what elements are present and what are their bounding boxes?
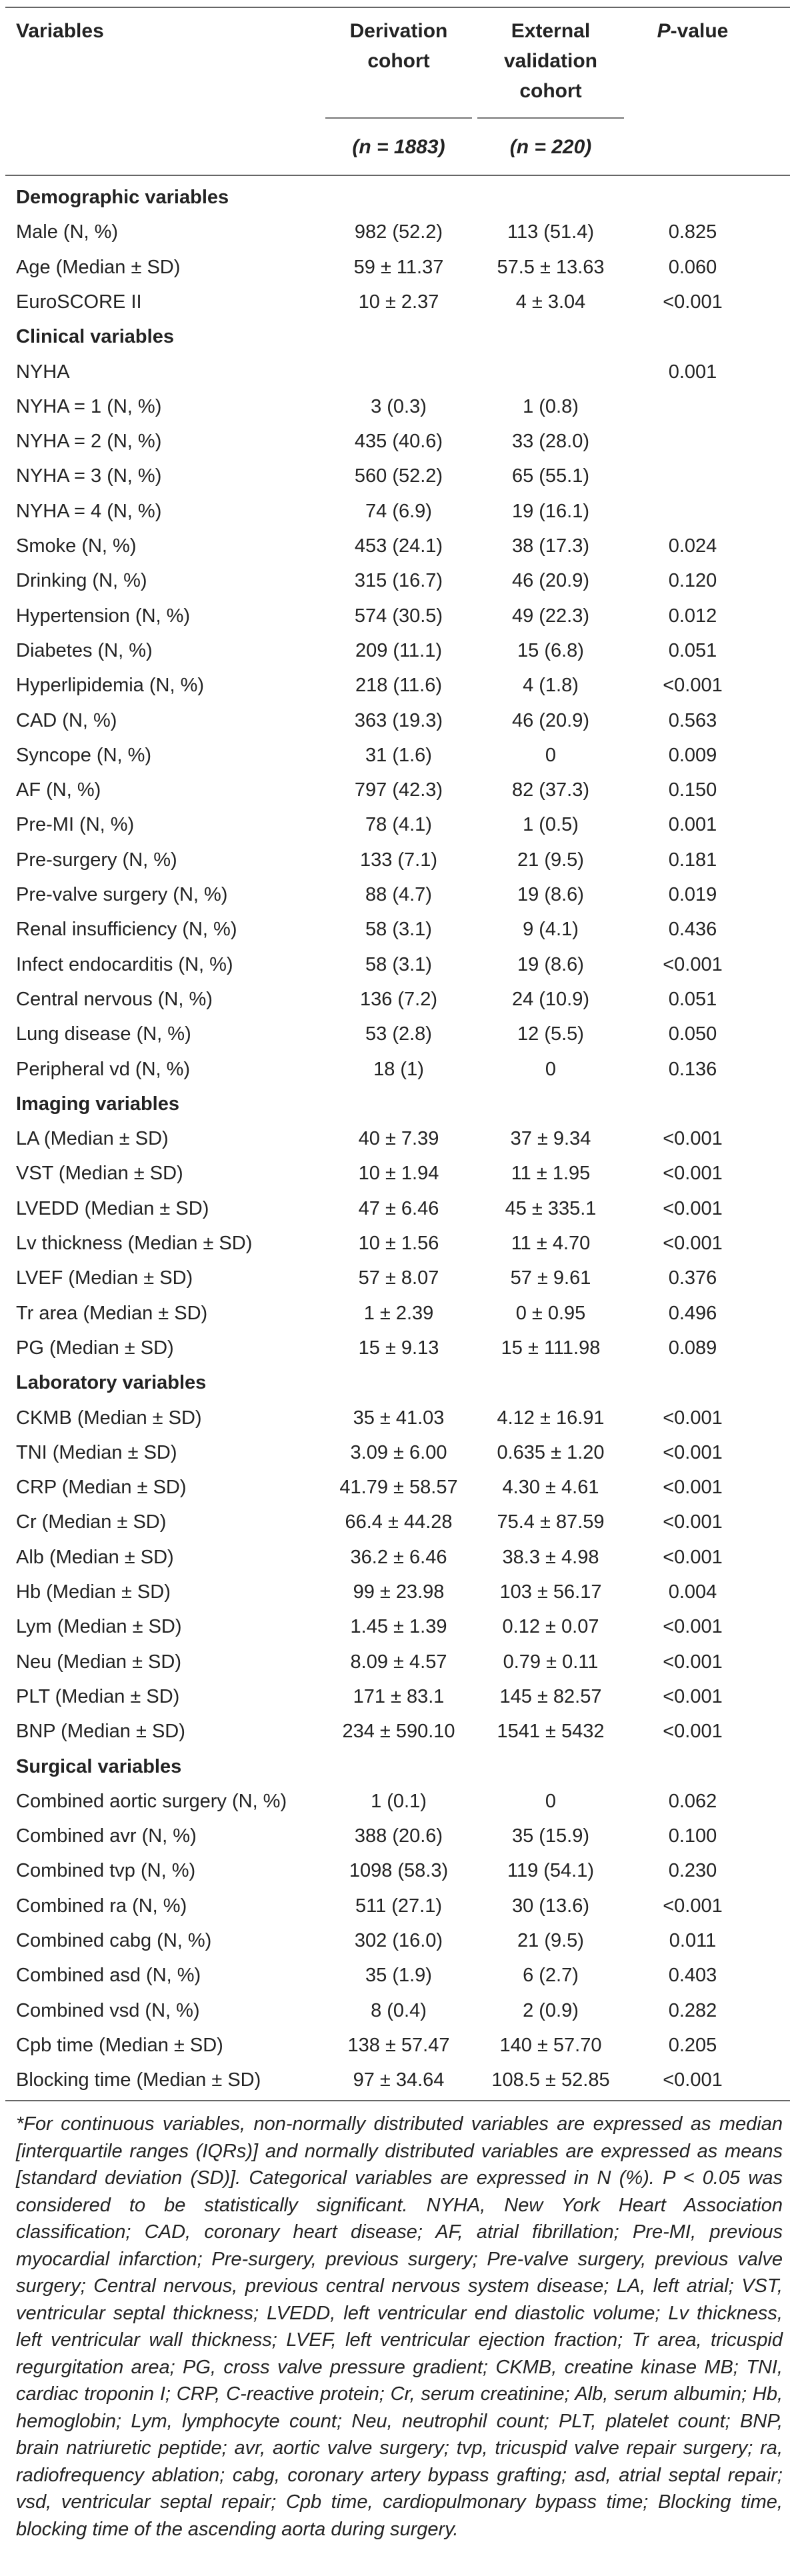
variable-label: Pre-surgery (N, %) <box>16 849 177 871</box>
table-row <box>0 1540 800 1575</box>
table-footnote: *For continuous variables, non-normally distributed variables are expressed as median [interquartile ranges (IQRs)] and normally distributed variables are expressed as means [standard deviation (SD)]. Categorical variables are expressed in N (%). P < 0.05 was considered to be statistically significant. NYHA, New York Heart Association classification; CAD, coronary heart disease; AF, atrial fibrillation; Pre-MI, previous myocardial infarction; Pre-surgery, previous surgery; Pre-valve surgery, previous valve surgery; Central nervous, previous central nervous system disease; LA, left atrial; VST, ventricular septal thickness; LVEDD, left ventricular end diastolic volume; Lv thickness, left ventricular wall thickness; LVEF, left ventricular ejection fraction; Tr area, tricuspid regurgitation area; PG, cross valve pressure gradient; CKMB, creatine kinase MB; TNI, cardiac troponin I; CRP, C-reactive protein; Cr, serum creatinine; Alb, serum albumin; Hb, hemoglobin; Lym, lymphocyte count; Neu, neutrophil count; PLT, platelet count; BNP, brain natriuretic peptide; avr, aortic valve surgery; tvp, tricuspid valve repair surgery; ra, radiofrequency ablation; cabg, coronary artery bypass grafting; asd, atrial septal repair; vsd, ventricular septal repair; Cpb time, cardiopulmonary bypass time; Blocking time, blocking time of the ascending aorta during surgery. <box>16 2113 783 2540</box>
derivation-value: 453 (24.1) <box>354 535 443 557</box>
p-value: <0.001 <box>663 1685 723 1707</box>
derivation-value <box>325 355 472 389</box>
table-row <box>0 1470 800 1505</box>
p-value: 0.001 <box>668 814 717 836</box>
variable-label: Hypertension (N, %) <box>16 605 191 627</box>
external-value: 75.4 ± 87.59 <box>497 1511 605 1533</box>
derivation-value: 59 ± 11.37 <box>353 256 444 278</box>
external-value: 21 (9.5) <box>517 1930 584 1951</box>
table-row <box>0 947 800 982</box>
p-value: 0.120 <box>668 570 717 592</box>
table-row <box>0 912 800 947</box>
variable-label: PG (Median ± SD) <box>16 1337 174 1359</box>
table-row <box>0 1401 800 1435</box>
derivation-value: 315 (16.7) <box>354 570 443 592</box>
p-value: 0.051 <box>668 639 717 661</box>
variable-label: Tr area (Median ± SD) <box>16 1302 208 1324</box>
external-value: 2 (0.9) <box>523 1999 579 2021</box>
table-row <box>0 599 800 633</box>
p-value: <0.001 <box>663 1407 723 1429</box>
variable-label: EuroSCORE II <box>16 291 142 313</box>
variable-label: Cr (Median ± SD) <box>16 1511 167 1533</box>
table-row <box>0 982 800 1017</box>
variable-label: LA (Median ± SD) <box>16 1128 169 1150</box>
table-row <box>0 1017 800 1051</box>
variable-label: CAD (N, %) <box>16 709 117 731</box>
table-row <box>0 1261 800 1295</box>
derivation-value: 136 (7.2) <box>359 988 438 1010</box>
external-value: 82 (37.3) <box>511 779 590 801</box>
derivation-value: 1 ± 2.39 <box>363 1302 434 1324</box>
p-value: 0.051 <box>668 988 717 1010</box>
external-value: 108.5 ± 52.85 <box>491 2069 610 2091</box>
table-row <box>0 703 800 738</box>
table-row <box>0 1156 800 1191</box>
external-value: 38.3 ± 4.98 <box>502 1546 599 1568</box>
derivation-value: 36.2 ± 6.46 <box>350 1546 447 1568</box>
derivation-value: 302 (16.0) <box>354 1930 443 1951</box>
external-value: 1 (0.5) <box>523 814 579 836</box>
p-value: 0.009 <box>668 744 717 766</box>
variable-label: Combined aortic surgery (N, %) <box>16 1790 287 1812</box>
table-row <box>0 1645 800 1679</box>
derivation-value: 435 (40.6) <box>354 431 443 453</box>
variable-label: VST (Median ± SD) <box>16 1163 183 1185</box>
header-external-validation-cohort: External validation cohort <box>503 20 598 102</box>
derivation-value: 234 ± 590.10 <box>342 1721 455 1743</box>
section-title: Surgical variables <box>16 1755 182 1777</box>
table-row <box>0 529 800 563</box>
external-value: 0 <box>545 1058 557 1080</box>
derivation-value: 10 ± 1.94 <box>358 1163 439 1185</box>
p-value: <0.001 <box>663 1441 723 1463</box>
table-row <box>0 1923 800 1958</box>
derivation-value: 3.09 ± 6.00 <box>350 1441 447 1463</box>
variable-label: Combined cabg (N, %) <box>16 1930 212 1951</box>
header-p-italic: P <box>657 20 671 42</box>
derivation-value: 8 (0.4) <box>371 1999 427 2021</box>
p-value: <0.001 <box>663 1616 723 1638</box>
variable-label: Hb (Median ± SD) <box>16 1581 171 1603</box>
table-row <box>0 773 800 807</box>
external-value: 49 (22.3) <box>511 605 590 627</box>
derivation-value: 35 ± 41.03 <box>353 1407 445 1429</box>
external-value: 11 ± 1.95 <box>511 1163 591 1185</box>
p-value: <0.001 <box>663 1511 723 1533</box>
derivation-value: 574 (30.5) <box>354 605 443 627</box>
table-row <box>0 285 800 319</box>
p-value: 0.024 <box>668 535 717 557</box>
variable-label: Diabetes (N, %) <box>16 639 153 661</box>
external-value: 0.635 ± 1.20 <box>497 1441 605 1463</box>
p-value: 0.563 <box>668 709 717 731</box>
derivation-value: 10 ± 1.56 <box>358 1233 439 1254</box>
external-value: 24 (10.9) <box>511 988 590 1010</box>
header-derivation-n: (n = 1883) <box>352 136 445 158</box>
derivation-value: 133 (7.1) <box>359 849 438 871</box>
variable-label: TNI (Median ± SD) <box>16 1441 177 1463</box>
table-row <box>0 459 800 493</box>
external-value: 11 ± 4.70 <box>511 1233 591 1254</box>
external-value: 1 (0.8) <box>523 395 579 417</box>
p-value: 0.205 <box>668 2034 717 2056</box>
external-value: 6 (2.7) <box>523 1965 579 1987</box>
external-value: 0.12 ± 0.07 <box>502 1616 599 1638</box>
external-value: 65 (55.1) <box>511 465 590 487</box>
derivation-value: 218 (11.6) <box>355 675 443 697</box>
p-value <box>629 389 756 424</box>
variable-label: Pre-valve surgery (N, %) <box>16 884 228 905</box>
table-row <box>0 424 800 459</box>
header-variables: Variables <box>16 20 104 42</box>
external-value: 45 ± 335.1 <box>505 1197 597 1219</box>
table-row <box>0 668 800 703</box>
variable-label: Neu (Median ± SD) <box>16 1651 182 1673</box>
external-value: 57 ± 9.61 <box>510 1267 591 1289</box>
p-value: <0.001 <box>663 291 723 313</box>
p-value: 0.089 <box>668 1337 717 1359</box>
header-external-n: (n = 220) <box>509 136 592 158</box>
table-row <box>0 355 800 389</box>
external-value: 9 (4.1) <box>523 919 579 941</box>
p-value: <0.001 <box>663 1546 723 1568</box>
p-value: 0.150 <box>668 779 717 801</box>
external-value: 103 ± 56.17 <box>499 1581 602 1603</box>
variable-label: PLT (Median ± SD) <box>16 1685 180 1707</box>
external-value: 0 <box>545 1790 557 1812</box>
external-value: 37 ± 9.34 <box>510 1128 591 1150</box>
header-underline-external <box>477 117 624 119</box>
external-value: 140 ± 57.70 <box>499 2034 602 2056</box>
table-row <box>0 1958 800 1993</box>
p-value <box>629 459 756 493</box>
derivation-value: 511 (27.1) <box>355 1895 443 1917</box>
section-header-row <box>0 319 800 354</box>
variable-label: Central nervous (N, %) <box>16 988 213 1010</box>
table-row <box>0 1505 800 1539</box>
variable-label: CKMB (Median ± SD) <box>16 1407 202 1429</box>
external-value: 57.5 ± 13.63 <box>497 256 605 278</box>
p-value: <0.001 <box>663 1895 723 1917</box>
derivation-value: 3 (0.3) <box>371 395 427 417</box>
variable-label: Hyperlipidemia (N, %) <box>16 675 205 697</box>
variable-label: NYHA = 1 (N, %) <box>16 395 162 417</box>
external-value <box>477 355 624 389</box>
derivation-value: 78 (4.1) <box>365 814 432 836</box>
table-row <box>0 1331 800 1365</box>
p-value: <0.001 <box>663 1651 723 1673</box>
derivation-value: 53 (2.8) <box>365 1023 432 1045</box>
p-value: <0.001 <box>663 953 723 975</box>
section-header-row <box>0 1365 800 1400</box>
variable-label: Alb (Median ± SD) <box>16 1546 174 1568</box>
external-value: 12 (5.5) <box>517 1023 584 1045</box>
p-value: 0.062 <box>668 1790 717 1812</box>
variable-label: LVEDD (Median ± SD) <box>16 1197 209 1219</box>
table-row <box>0 1714 800 1749</box>
p-value: 0.136 <box>668 1058 717 1080</box>
derivation-value: 388 (20.6) <box>354 1825 443 1847</box>
p-value: <0.001 <box>663 2069 723 2091</box>
p-value <box>629 424 756 459</box>
p-value: 0.230 <box>668 1860 717 1882</box>
variable-label: AF (N, %) <box>16 779 101 801</box>
variable-label: CRP (Median ± SD) <box>16 1477 187 1499</box>
section-header-row <box>0 180 800 215</box>
p-value: <0.001 <box>663 1721 723 1743</box>
table-row <box>0 1296 800 1331</box>
derivation-value: 99 ± 23.98 <box>353 1581 445 1603</box>
table-row <box>0 1435 800 1470</box>
header-underline-derivation <box>325 117 472 119</box>
derivation-value: 58 (3.1) <box>365 919 432 941</box>
p-value: 0.496 <box>668 1302 717 1324</box>
table-row <box>0 1575 800 1609</box>
p-value: 0.011 <box>669 1930 717 1951</box>
variable-label: Age (Median ± SD) <box>16 256 181 278</box>
variable-label: Combined asd (N, %) <box>16 1965 201 1987</box>
section-title: Demographic variables <box>16 187 229 208</box>
section-header-row <box>0 1749 800 1784</box>
derivation-value: 40 ± 7.39 <box>358 1128 439 1150</box>
derivation-value: 41.79 ± 58.57 <box>339 1477 458 1499</box>
variable-label: Syncope (N, %) <box>16 744 152 766</box>
p-value: 0.282 <box>668 1999 717 2021</box>
variable-label: Smoke (N, %) <box>16 535 137 557</box>
variable-label: Combined avr (N, %) <box>16 1825 197 1847</box>
external-value: 4.30 ± 4.61 <box>502 1477 599 1499</box>
derivation-value: 363 (19.3) <box>354 709 443 731</box>
header-p-value <box>629 16 756 46</box>
table-row <box>0 1609 800 1644</box>
derivation-value: 58 (3.1) <box>365 953 432 975</box>
variable-label: Renal insufficiency (N, %) <box>16 919 237 941</box>
derivation-value: 88 (4.7) <box>365 884 432 905</box>
derivation-value: 10 ± 2.37 <box>358 291 439 313</box>
derivation-value: 31 (1.6) <box>365 744 432 766</box>
table-row <box>0 1679 800 1714</box>
table-row <box>0 389 800 424</box>
p-value <box>629 494 756 529</box>
variable-label: Infect endocarditis (N, %) <box>16 953 233 975</box>
p-value: 0.825 <box>668 221 717 243</box>
table-row <box>0 877 800 912</box>
table-header-rule <box>5 175 790 176</box>
derivation-value: 8.09 ± 4.57 <box>350 1651 447 1673</box>
p-value: 0.012 <box>668 605 717 627</box>
section-title: Laboratory variables <box>16 1372 207 1394</box>
table-row <box>0 1226 800 1261</box>
derivation-value: 57 ± 8.07 <box>358 1267 439 1289</box>
variable-label: Lv thickness (Median ± SD) <box>16 1233 253 1254</box>
external-value: 19 (16.1) <box>511 500 590 522</box>
p-value: 0.436 <box>668 919 717 941</box>
derivation-value: 1 (0.1) <box>371 1790 427 1812</box>
derivation-value: 560 (52.2) <box>354 465 443 487</box>
p-value: 0.001 <box>668 361 717 383</box>
external-value: 119 (54.1) <box>507 1860 595 1882</box>
derivation-value: 209 (11.1) <box>355 639 443 661</box>
variable-label: NYHA = 2 (N, %) <box>16 431 162 453</box>
external-value: 0.79 ± 0.11 <box>503 1651 599 1673</box>
p-value: <0.001 <box>663 1477 723 1499</box>
section-title: Imaging variables <box>16 1093 179 1115</box>
p-value: 0.050 <box>668 1023 717 1045</box>
p-value: 0.060 <box>668 256 717 278</box>
derivation-value: 35 (1.9) <box>365 1965 432 1987</box>
external-value: 4 (1.8) <box>523 675 579 697</box>
p-value: 0.403 <box>668 1965 717 1987</box>
external-value: 46 (20.9) <box>511 570 590 592</box>
p-value: 0.004 <box>668 1581 717 1603</box>
variable-label: Cpb time (Median ± SD) <box>16 2034 223 2056</box>
section-title: Clinical variables <box>16 326 174 348</box>
external-value: 0 <box>545 744 557 766</box>
table-row <box>0 215 800 249</box>
derivation-value: 97 ± 34.64 <box>353 2069 445 2091</box>
header-derivation-cohort: Derivation cohort <box>349 20 448 72</box>
external-value: 30 (13.6) <box>511 1895 590 1917</box>
derivation-value: 982 (52.2) <box>354 221 443 243</box>
table-row <box>0 1819 800 1853</box>
variable-label: NYHA = 4 (N, %) <box>16 500 162 522</box>
external-value: 4 ± 3.04 <box>515 291 586 313</box>
table-row <box>0 1784 800 1819</box>
variable-label: NYHA = 3 (N, %) <box>16 465 162 487</box>
table-row <box>0 494 800 529</box>
table-row <box>0 843 800 877</box>
header-p-suffix: -value <box>670 20 729 42</box>
derivation-value: 74 (6.9) <box>365 500 432 522</box>
variable-label: Combined vsd (N, %) <box>16 1999 200 2021</box>
external-value: 46 (20.9) <box>511 709 590 731</box>
variable-label: Combined ra (N, %) <box>16 1895 187 1917</box>
table-row <box>0 1889 800 1923</box>
derivation-value: 15 ± 9.13 <box>358 1337 439 1359</box>
variable-label: Male (N, %) <box>16 221 119 243</box>
p-value: <0.001 <box>663 1233 723 1254</box>
derivation-value: 171 ± 83.1 <box>353 1685 445 1707</box>
variable-label: Drinking (N, %) <box>16 570 147 592</box>
table-top-rule <box>5 7 790 8</box>
external-value: 19 (8.6) <box>517 953 584 975</box>
p-value: <0.001 <box>663 1163 723 1185</box>
external-value: 1541 ± 5432 <box>497 1721 605 1743</box>
table-row <box>0 563 800 598</box>
variable-label: Blocking time (Median ± SD) <box>16 2069 261 2091</box>
external-value: 113 (51.4) <box>507 221 595 243</box>
table-row <box>0 738 800 773</box>
section-header-row <box>0 1087 800 1121</box>
external-value: 15 (6.8) <box>517 639 584 661</box>
derivation-value: 797 (42.3) <box>354 779 443 801</box>
table-row <box>0 2063 800 2097</box>
table-row <box>0 1052 800 1087</box>
external-value: 21 (9.5) <box>517 849 584 871</box>
table-row <box>0 1121 800 1156</box>
external-value: 19 (8.6) <box>517 884 584 905</box>
table-row <box>0 1853 800 1888</box>
variable-label: BNP (Median ± SD) <box>16 1721 185 1743</box>
variable-label: Lym (Median ± SD) <box>16 1616 182 1638</box>
derivation-value: 1098 (58.3) <box>349 1860 449 1882</box>
external-value: 38 (17.3) <box>511 535 590 557</box>
variable-label: NYHA <box>16 361 70 383</box>
derivation-value: 1.45 ± 1.39 <box>350 1616 447 1638</box>
table-row <box>0 1191 800 1226</box>
table-row <box>0 807 800 842</box>
external-value: 15 ± 111.98 <box>501 1337 601 1359</box>
variable-label: LVEF (Median ± SD) <box>16 1267 193 1289</box>
p-value: <0.001 <box>663 1128 723 1150</box>
p-value: <0.001 <box>663 1197 723 1219</box>
variable-label: Pre-MI (N, %) <box>16 814 135 836</box>
external-value: 145 ± 82.57 <box>499 1685 602 1707</box>
p-value: <0.001 <box>663 675 723 697</box>
table-row <box>0 633 800 668</box>
variable-label: Peripheral vd (N, %) <box>16 1058 191 1080</box>
table-row <box>0 1993 800 2028</box>
p-value: 0.181 <box>668 849 717 871</box>
external-value: 33 (28.0) <box>511 431 590 453</box>
external-value: 35 (15.9) <box>511 1825 590 1847</box>
p-value: 0.019 <box>668 884 717 905</box>
derivation-value: 66.4 ± 44.28 <box>345 1511 453 1533</box>
variable-label: Lung disease (N, %) <box>16 1023 191 1045</box>
p-value: 0.100 <box>668 1825 717 1847</box>
table-row <box>0 2028 800 2063</box>
table-bottom-rule <box>5 2100 790 2101</box>
derivation-value: 47 ± 6.46 <box>358 1197 439 1219</box>
derivation-value: 18 (1) <box>373 1058 424 1080</box>
p-value: 0.376 <box>668 1267 717 1289</box>
external-value: 0 ± 0.95 <box>515 1302 586 1324</box>
variable-label: Combined tvp (N, %) <box>16 1860 196 1882</box>
external-value: 4.12 ± 16.91 <box>497 1407 605 1429</box>
table-row <box>0 250 800 285</box>
derivation-value: 138 ± 57.47 <box>347 2034 450 2056</box>
